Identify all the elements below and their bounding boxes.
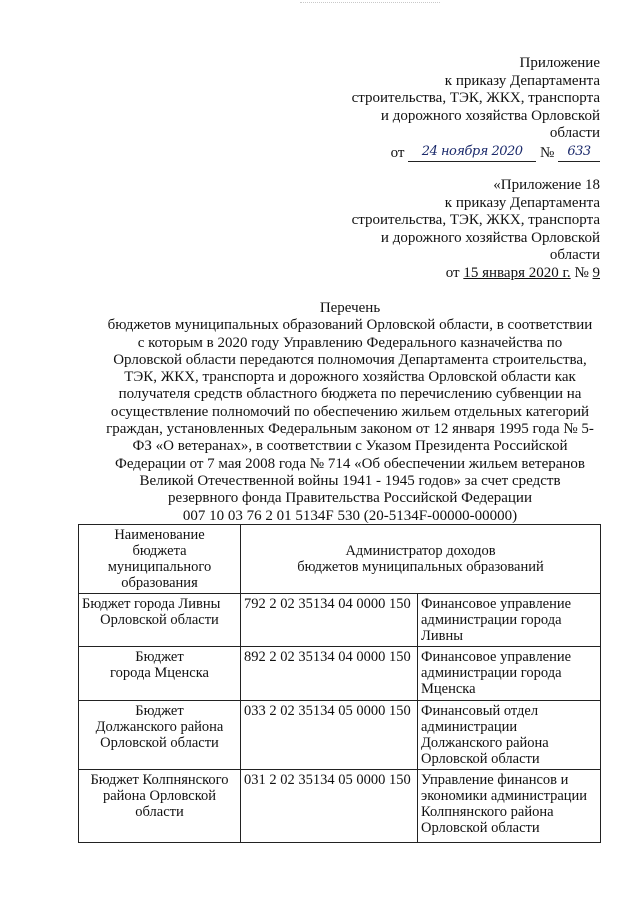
- appendix-line: и дорожного хозяйства Орловской: [380, 107, 600, 124]
- appendix-18-header: [300, 177, 600, 282]
- budgets-table: [78, 524, 601, 843]
- title-line: Орловской области передаются полномочия Департамента строительства,: [113, 351, 587, 368]
- number-prefix: №: [539, 144, 555, 161]
- appendix-line: строительства, ТЭК, ЖКХ, транспорта: [351, 212, 600, 228]
- administrator-cell: Управление финансов и экономики администрации Колпнянского района Орловской области: [418, 770, 601, 843]
- appendix-line: и дорожного хозяйства Орловской: [380, 229, 600, 246]
- scan-artifact: [300, 2, 440, 6]
- title-line: ТЭК, ЖКХ, транспорта и дорожного хозяйства Орловской области как: [124, 369, 576, 386]
- title-line: получателя средств областного бюджета по перечислению субвенции на: [118, 386, 582, 403]
- title-line: Великой Отечественной войны 1941 - 1945 годов» за счет средств: [139, 472, 561, 489]
- handwritten-number: 633: [567, 144, 591, 159]
- appendix-date-line: [300, 145, 600, 163]
- revenue-code-cell: 031 2 02 35134 05 0000 150: [241, 770, 418, 843]
- budget-name-cell: Бюджет Должанского района Орловской области: [79, 701, 241, 770]
- revenue-code-cell: 033 2 02 35134 05 0000 150: [241, 701, 418, 770]
- table-row: [79, 701, 601, 770]
- administrator-cell: Финансовое управление администрации города Ливны: [418, 594, 601, 647]
- header-cell-administrator: Администратор доходов бюджетов муниципальных образований: [241, 525, 601, 594]
- appendix-header: [300, 55, 600, 162]
- administrator-cell: Финансовое управление администрации города Мценска: [418, 647, 601, 701]
- order-number: 9: [592, 264, 600, 281]
- date-field: [408, 145, 536, 162]
- table-row: [79, 594, 601, 647]
- title-line: осуществление полномочий по обеспечению жильем отдельных категорий: [110, 403, 590, 420]
- appendix-line: области: [549, 125, 600, 141]
- appendix-title: Приложение: [519, 55, 600, 71]
- title-line: граждан, установленных Федеральным законом от 12 января 1995 года № 5-: [106, 421, 594, 438]
- title-line: ФЗ «О ветеранах», в соответствии с Указом Президента Российской: [132, 438, 568, 455]
- revenue-code-cell: 792 2 02 35134 04 0000 150: [241, 594, 418, 647]
- date-prefix: от: [390, 144, 405, 161]
- budget-name-cell: Бюджет города Ливны Орловской области: [79, 594, 241, 647]
- title-line: резервного фонда Правительства Российской Федерации: [167, 490, 532, 507]
- order-date: 15 января 2020 г.: [463, 264, 571, 281]
- table-row: [79, 647, 601, 701]
- budget-name-cell: Бюджет Колпнянского района Орловской области: [79, 770, 241, 843]
- appendix-line: к приказу Департамента: [444, 72, 600, 89]
- appendix-date-line: [300, 265, 600, 283]
- appendix-line: области: [549, 247, 600, 263]
- title-heading: Перечень: [319, 300, 381, 316]
- number-field: [558, 145, 600, 162]
- budget-name-cell: Бюджет города Мценска: [79, 647, 241, 701]
- revenue-code-cell: 892 2 02 35134 04 0000 150: [241, 647, 418, 701]
- date-prefix: от: [445, 264, 460, 281]
- table-row: [79, 770, 601, 843]
- appendix-line: к приказу Департамента: [444, 194, 600, 211]
- title-line: Федерации от 7 мая 2008 года № 714 «Об обеспечении жильем ветеранов: [114, 455, 586, 472]
- table-header-row: [79, 525, 601, 594]
- appendix-line: строительства, ТЭК, ЖКХ, транспорта: [351, 90, 600, 106]
- title-line: бюджетов муниципальных образований Орловской области, в соответствии: [107, 317, 593, 334]
- title-line: с которым в 2020 году Управлению Федерального казначейства по: [137, 334, 563, 351]
- document-title: [100, 300, 600, 525]
- administrator-cell: Финансовый отдел администрации Должанского района Орловской области: [418, 701, 601, 770]
- budget-classification-code: 007 10 03 76 2 01 5134F 530 (20-5134F-00000-00000): [182, 507, 518, 524]
- header-cell-name: Наименование бюджета муниципального образования: [79, 525, 241, 594]
- appendix-title: «Приложение 18: [493, 177, 600, 193]
- number-prefix: №: [574, 264, 589, 281]
- handwritten-date: 24 ноября 2020: [421, 144, 523, 159]
